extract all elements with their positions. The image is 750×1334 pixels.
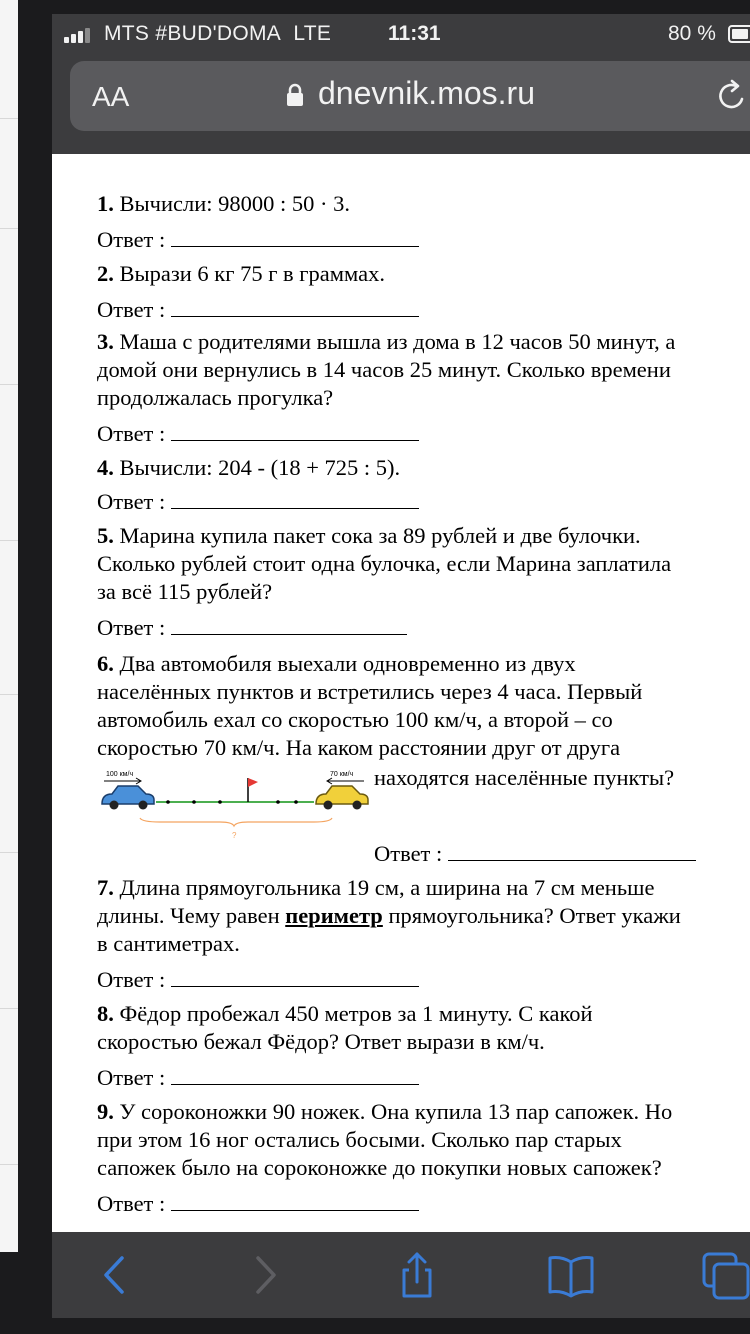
speed-left-label: 100 км/ч — [106, 771, 134, 778]
answer-blank[interactable] — [171, 421, 419, 441]
question-6-line-3: автомобиль ехал со скоростью 100 км/ч, а второй – со — [97, 707, 613, 732]
speed-right-label: 70 км/ч — [330, 771, 354, 778]
answer-blank[interactable] — [171, 489, 419, 509]
question-number: 2. — [97, 261, 114, 286]
answer-label: Ответ : — [97, 615, 166, 640]
question-3-line-3: продолжалась прогулка? — [97, 385, 334, 410]
background-page — [0, 0, 18, 1252]
text-size-label: AA — [92, 81, 130, 112]
question-6-line-4: скоростью 70 км/ч. На каком расстоянии друг от друга — [97, 735, 621, 760]
question-4 — [97, 454, 400, 482]
question-9-line-2: при этом 16 ног остались босыми. Сколько пар старых — [97, 1127, 622, 1152]
text-size-button[interactable] — [92, 81, 129, 113]
answer-label: Ответ : — [97, 967, 166, 992]
question-number: 9. — [97, 1099, 114, 1124]
answer-line-1[interactable] — [97, 226, 419, 254]
answer-line-8[interactable] — [97, 1064, 419, 1092]
answer-blank[interactable] — [171, 297, 419, 317]
answer-line-9[interactable] — [97, 1190, 419, 1218]
question-text: Длина прямоугольника 19 см, а ширина на 7 см меньше — [119, 875, 655, 900]
question-text: длины. Чему равен — [97, 903, 280, 928]
phone-screen — [52, 14, 750, 1318]
question-6 — [97, 650, 576, 678]
question-5 — [97, 522, 641, 550]
question-text: Два автомобиля выехали одновременно из двух — [119, 651, 576, 676]
answer-blank[interactable] — [171, 615, 407, 635]
question-8 — [97, 1000, 593, 1028]
question-7-line-2 — [97, 902, 681, 930]
answer-label: Ответ : — [97, 421, 166, 446]
share-icon[interactable] — [392, 1250, 442, 1300]
car-left-icon — [102, 786, 154, 810]
question-6-line-2: населённых пунктов и встретились через 4 часа. Первый — [97, 679, 643, 704]
question-text: Маша с родителями вышла из дома в 12 часов 50 минут, а — [119, 329, 676, 354]
question-number: 3. — [97, 329, 114, 354]
address-bar[interactable] — [70, 61, 750, 131]
lock-icon — [286, 83, 304, 107]
question-7 — [97, 874, 654, 902]
emphasis-perimeter: периметр — [285, 903, 383, 928]
question-5-line-3: за всё 115 рублей? — [97, 579, 273, 604]
unknown-distance-label: ? — [232, 831, 237, 840]
question-number: 8. — [97, 1001, 114, 1026]
question-1 — [97, 190, 350, 218]
question-2 — [97, 260, 385, 288]
question-3-line-2: домой они вернулись в 14 часов 25 минут. Сколько времени — [97, 357, 671, 382]
carrier-label — [104, 22, 331, 46]
question-number: 4. — [97, 455, 114, 480]
worksheet-content — [52, 154, 750, 1232]
answer-line-5[interactable] — [97, 614, 407, 642]
answer-label: Ответ : — [97, 1191, 166, 1216]
question-text: Вырази 6 кг 75 г в граммах. — [119, 261, 385, 286]
bookmarks-icon[interactable] — [546, 1250, 596, 1300]
battery-percent: 80 % — [668, 22, 716, 45]
carrier-name: MTS #BUD'DOMA — [104, 22, 282, 45]
answer-line-6[interactable] — [374, 840, 696, 868]
url-domain[interactable]: dnevnik.mos.ru — [318, 75, 535, 111]
answer-blank[interactable] — [171, 967, 419, 987]
car-right-icon — [316, 786, 368, 810]
address-area — [52, 54, 750, 154]
question-5-line-2: Сколько рублей стоит одна булочка, если Марина заплатила — [97, 551, 672, 576]
answer-label: Ответ : — [97, 489, 166, 514]
flag-icon — [248, 778, 258, 802]
clock: 11:31 — [388, 22, 441, 45]
battery-icon — [728, 25, 750, 43]
question-number: 7. — [97, 875, 114, 900]
question-9-line-3: сапожек было на сороконожке до покупки новых сапожек? — [97, 1155, 662, 1180]
back-icon[interactable] — [92, 1250, 142, 1300]
question-text: Вычисли: 204 - (18 + 725 : 5). — [119, 455, 401, 480]
answer-line-7[interactable] — [97, 966, 419, 994]
forward-icon[interactable] — [238, 1250, 288, 1300]
reload-icon[interactable] — [716, 79, 748, 113]
question-text: Марина купила пакет сока за 89 рублей и две булочки. — [119, 523, 641, 548]
question-text: Фёдор пробежал 450 метров за 1 минуту. С какой — [119, 1001, 593, 1026]
signal-icon — [64, 27, 94, 43]
question-7-line-3: в сантиметрах. — [97, 931, 240, 956]
answer-label: Ответ : — [97, 1065, 166, 1090]
answer-blank[interactable] — [171, 1065, 419, 1085]
answer-label: Ответ : — [374, 841, 443, 866]
answer-blank[interactable] — [171, 1191, 419, 1211]
answer-blank[interactable] — [448, 841, 696, 861]
question-8-line-2: скоростью бежал Фёдор? Ответ вырази в км/ч. — [97, 1029, 545, 1054]
question-text: прямоугольника? Ответ укажи — [388, 903, 681, 928]
answer-line-4[interactable] — [97, 488, 419, 516]
browser-toolbar — [52, 1232, 750, 1318]
question-9 — [97, 1098, 672, 1126]
answer-line-3[interactable] — [97, 420, 419, 448]
answer-label: Ответ : — [97, 297, 166, 322]
tabs-icon[interactable] — [700, 1250, 750, 1300]
cars-diagram — [100, 770, 372, 856]
answer-blank[interactable] — [171, 227, 419, 247]
question-6-line-5: находятся населённые пункты? — [374, 765, 675, 790]
answer-label: Ответ : — [97, 227, 166, 252]
network-type: LTE — [293, 22, 332, 45]
question-3 — [97, 328, 675, 356]
status-bar — [52, 14, 750, 54]
question-number: 1. — [97, 191, 114, 216]
question-text: Вычисли: 98000 : 50 · 3. — [119, 191, 350, 216]
question-text: У сороконожки 90 ножек. Она купила 13 пар сапожек. Но — [119, 1099, 673, 1124]
distance-brace — [140, 818, 332, 826]
question-number: 6. — [97, 651, 114, 676]
question-number: 5. — [97, 523, 114, 548]
answer-line-2[interactable] — [97, 296, 419, 324]
